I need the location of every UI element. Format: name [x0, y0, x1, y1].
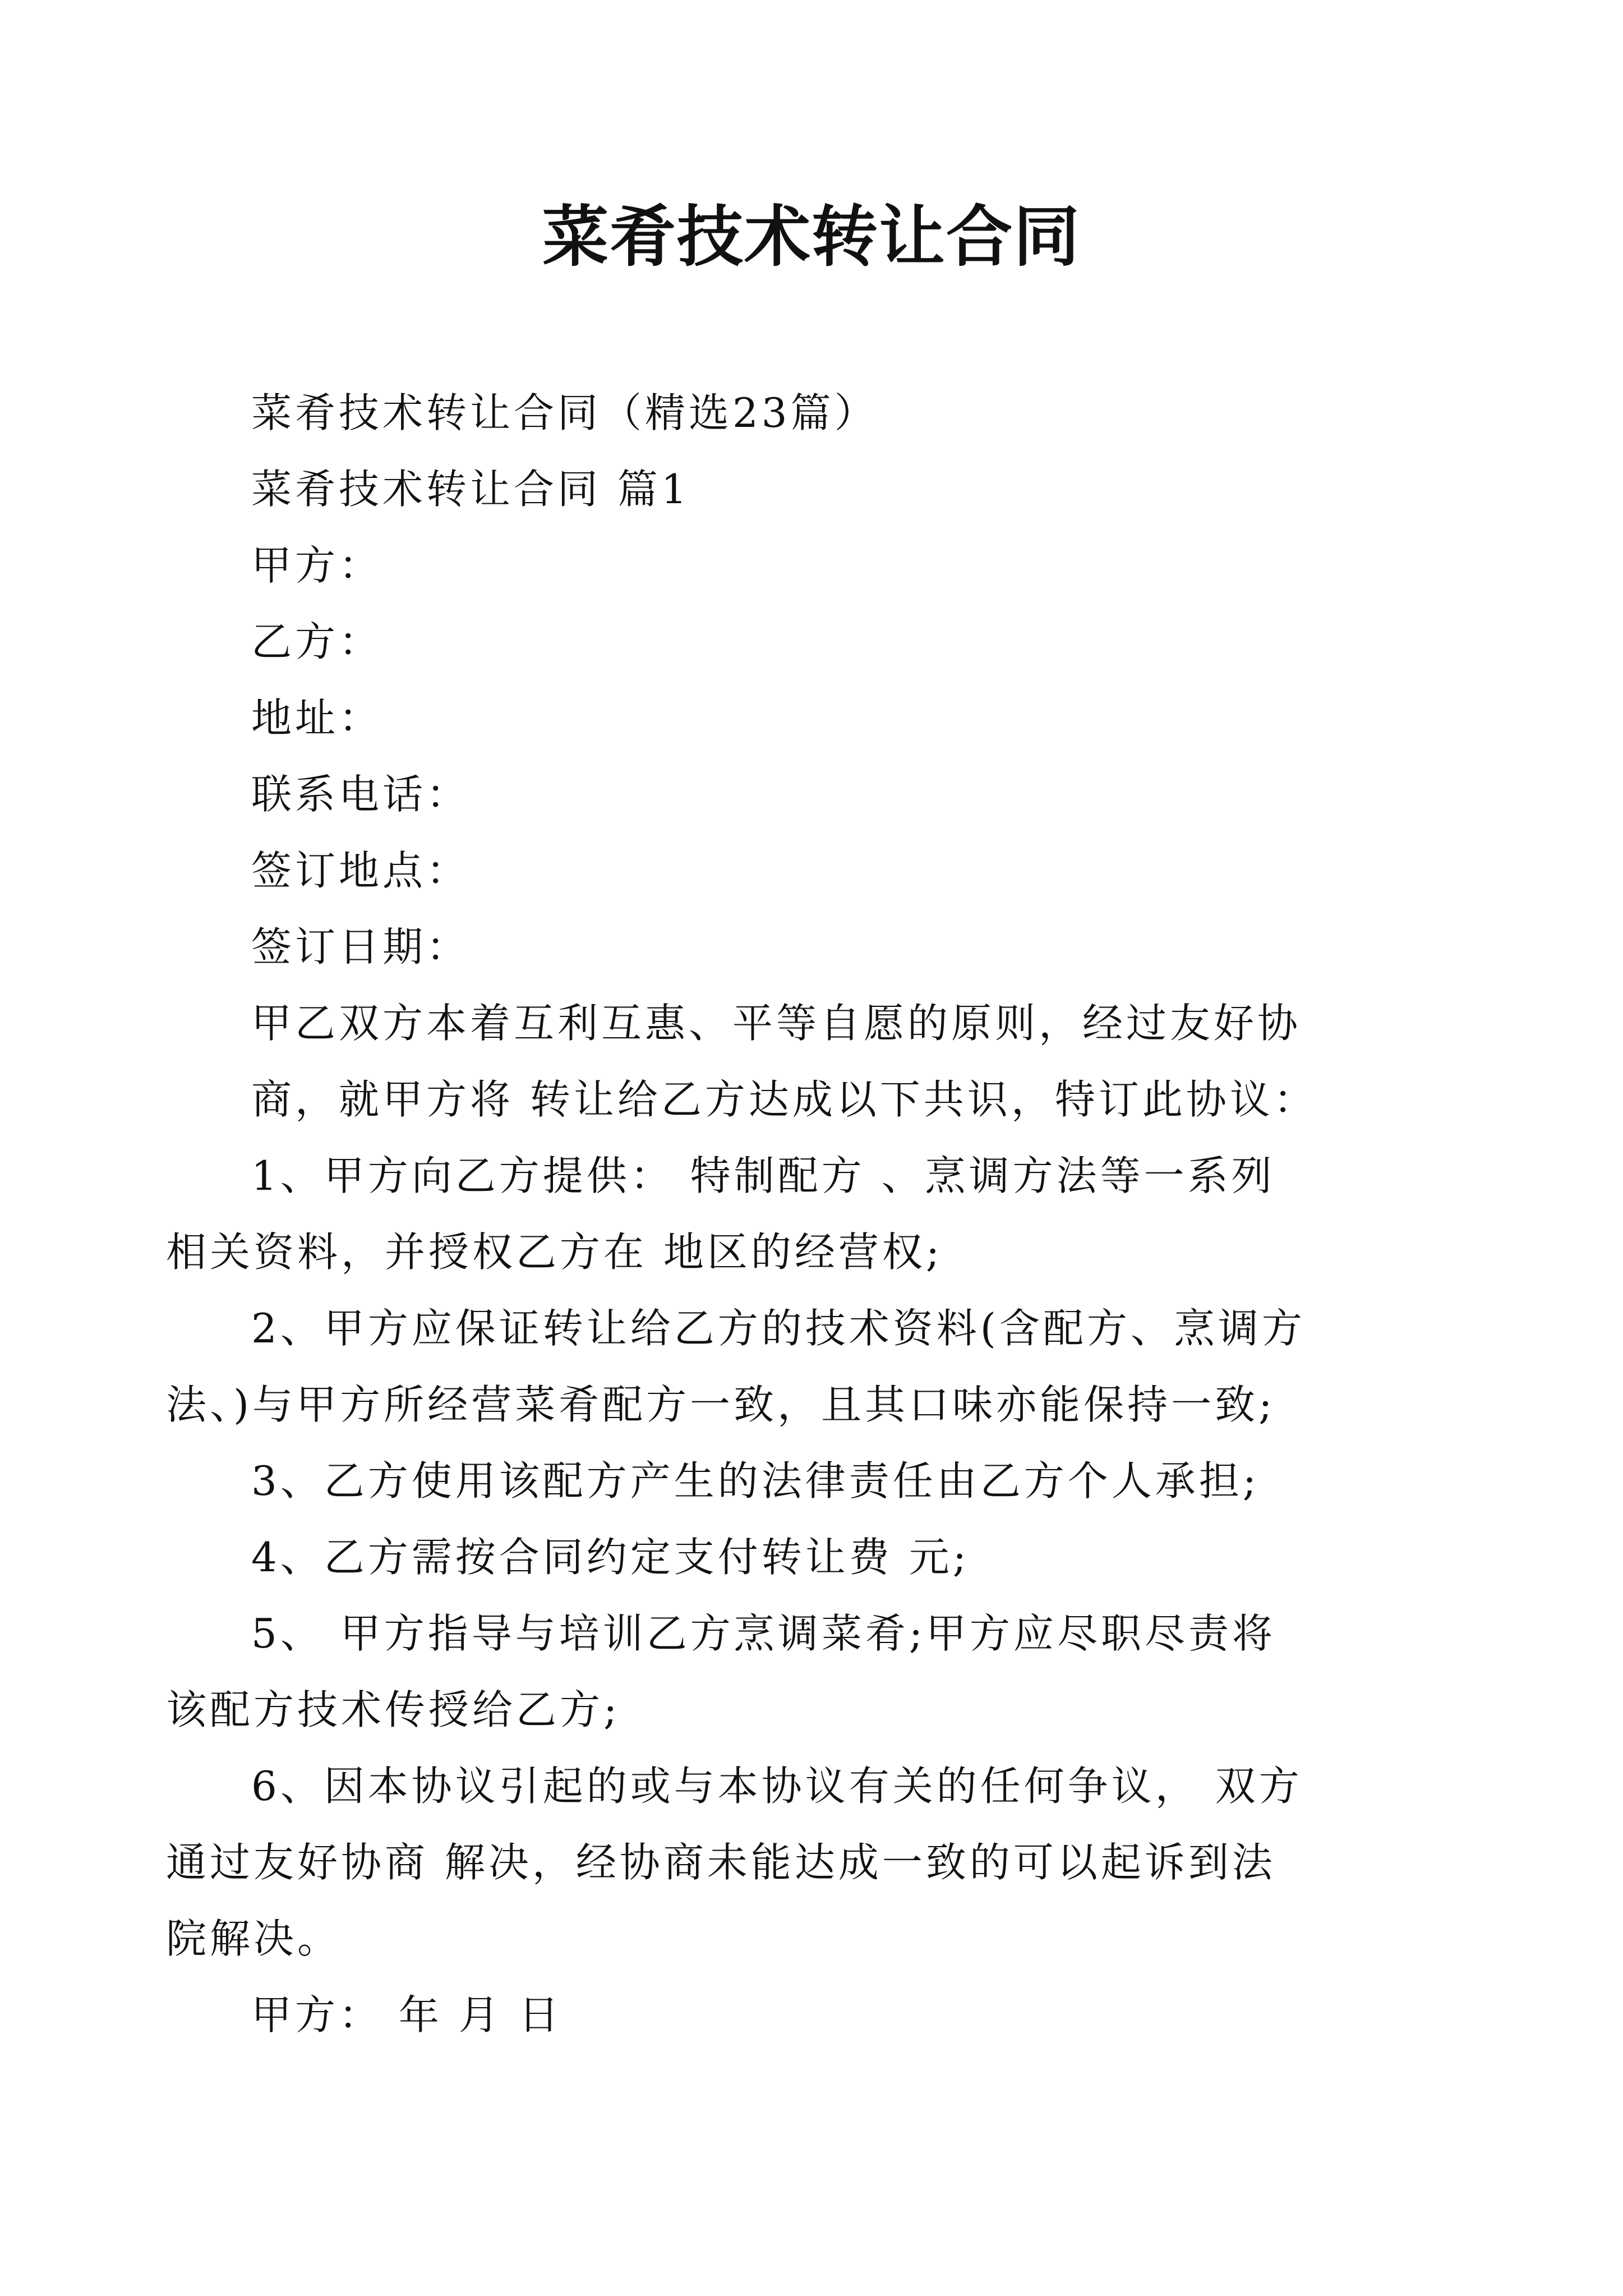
sign-date-field: 签订日期：	[251, 923, 471, 970]
document-body	[166, 375, 1401, 2053]
intro-line: 商，就甲方将 转让给乙方达成以下共识，特订此协议：	[251, 1076, 1317, 1123]
clause-line: 该配方技术传授给乙方;	[166, 1686, 621, 1733]
clause-5	[166, 1595, 1401, 1748]
sign-place-field: 签订地点：	[251, 847, 471, 894]
clause-line: 法、)与甲方所经营菜肴配方一致，且其口味亦能保持一致;	[166, 1381, 1276, 1428]
clause-6	[166, 1748, 1401, 1977]
clause-4	[251, 1519, 1401, 1595]
intro-line: 甲乙双方本着互利互惠、平等自愿的原则，经过友好协	[251, 1000, 1302, 1047]
clause-line: 6、因本协议引起的或与本协议有关的任何争议， 双方	[251, 1763, 1303, 1810]
clause-3	[251, 1443, 1401, 1519]
subtitle: 菜肴技术转让合同（精选23篇）	[251, 389, 878, 436]
phone-field: 联系电话：	[251, 771, 471, 818]
clause-line: 相关资料，并授权乙方在 地区的经营权;	[166, 1228, 943, 1276]
clause-1	[166, 1138, 1401, 1290]
section-heading: 菜肴技术转让合同 篇1	[251, 466, 690, 513]
clause-line: 3、乙方使用该配方产生的法律责任由乙方个人承担;	[251, 1457, 1260, 1504]
signature-line: 甲方： 年 月 日	[251, 1991, 562, 2039]
clause-line: 2、甲方应保证转让给乙方的技术资料(含配方、烹调方	[251, 1305, 1306, 1352]
clause-2	[166, 1290, 1401, 1443]
intro-paragraph	[251, 985, 1401, 1138]
party-a-field: 甲方：	[251, 542, 383, 589]
clause-line: 5、 甲方指导与培训乙方烹调菜肴;甲方应尽职尽责将	[251, 1610, 1276, 1657]
document-title: 菜肴技术转让合同	[542, 197, 1081, 275]
clause-line: 院解决。	[166, 1915, 342, 1962]
address-field: 地址：	[251, 694, 383, 742]
clause-line: 通过友好协商 解决，经协商未能达成一致的可以起诉到法	[166, 1839, 1276, 1886]
clause-line: 1、甲方向乙方提供： 特制配方 、烹调方法等一系列	[251, 1152, 1275, 1199]
party-b-field: 乙方：	[251, 618, 383, 665]
clause-line: 4、乙方需按合同约定支付转让费 元;	[251, 1534, 970, 1581]
